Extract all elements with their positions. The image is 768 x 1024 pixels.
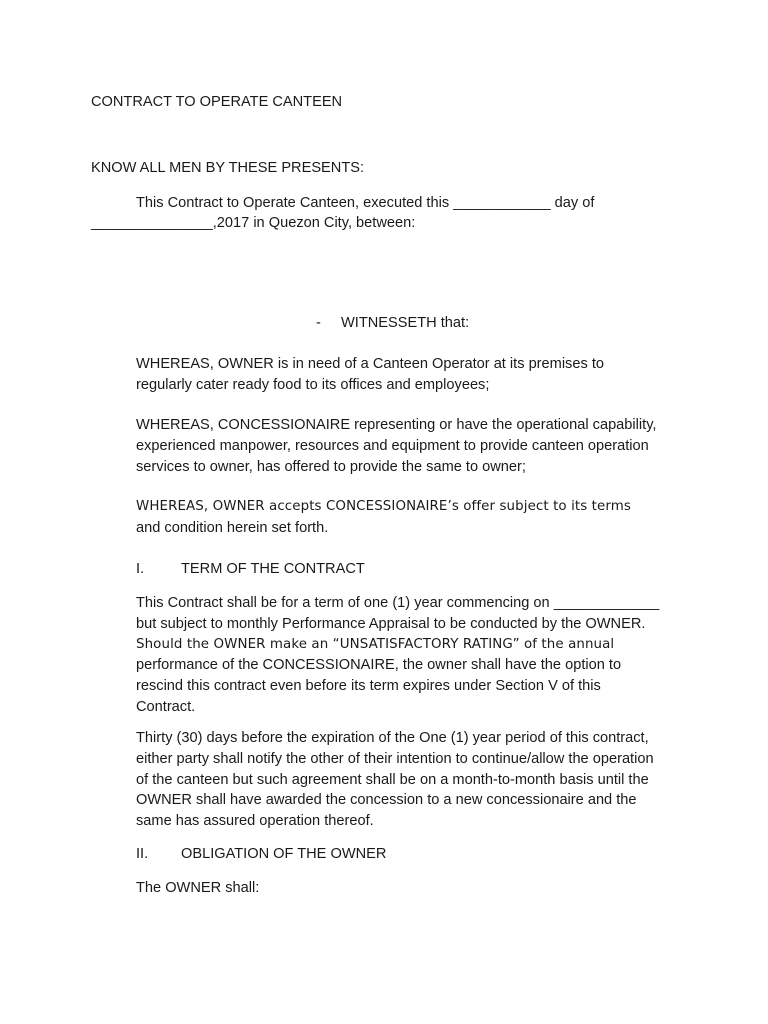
text-line: either party shall notify the other of their intention to continue/allow the operation — [136, 750, 654, 767]
text-line: but subject to monthly Performance Appraisal to be conducted by the OWNER. — [136, 615, 646, 632]
text-line: services to owner, has offered to provide the same to owner; — [136, 458, 526, 475]
witnesseth-heading: WITNESSETH that: — [341, 315, 470, 331]
whereas-paragraph-2 — [136, 415, 696, 477]
text-line: rescind this contract even before its term expires under Section V of this — [136, 678, 601, 695]
text-line: WHEREAS, OWNER accepts CONCESSIONAIRE’s offer subject to its terms — [136, 499, 631, 514]
preamble: KNOW ALL MEN BY THESE PRESENTS: — [91, 160, 365, 176]
text-line: performance of the CONCESSIONAIRE, the owner shall have the option to — [136, 657, 622, 674]
witnesseth-dash: - — [316, 315, 321, 331]
section-1-heading: TERM OF THE CONTRACT — [181, 561, 365, 577]
section-1-number: I. — [136, 561, 145, 577]
text-line: WHEREAS, CONCESSIONAIRE representing or have the operational capability, — [136, 417, 657, 433]
text-line: experienced manpower, resources and equipment to provide canteen operation — [136, 437, 649, 454]
text-line: of the canteen but such agreement shall be on a month-to-month basis until the — [136, 771, 649, 788]
section-2-heading: OBLIGATION OF THE OWNER — [181, 846, 387, 862]
text-line: Contract. — [136, 698, 196, 715]
text-line: WHEREAS, OWNER is in need of a Canteen Operator at its premises to — [136, 356, 604, 372]
whereas-paragraph-3 — [136, 497, 696, 539]
section-1-paragraph-1 — [136, 593, 696, 718]
document-title: CONTRACT TO OPERATE CANTEEN — [91, 94, 343, 110]
section-1-paragraph-2 — [136, 728, 696, 832]
text-line: and condition herein set forth. — [136, 519, 329, 536]
whereas-paragraph-1 — [136, 354, 696, 396]
text-line: regularly cater ready food to its offices and employees; — [136, 376, 490, 393]
text-line: Thirty (30) days before the expiration of the One (1) year period of this contract, — [136, 730, 649, 746]
intro-line-2: _______________,2017 in Quezon City, between: — [91, 215, 416, 231]
text-line: Should the OWNER make an “UNSATISFACTORY RATING” of the annual — [136, 636, 615, 652]
section-2-lead: The OWNER shall: — [136, 880, 260, 896]
text-line: same has assured operation thereof. — [136, 813, 374, 830]
intro-line-1: This Contract to Operate Canteen, executed this ____________ day of — [136, 195, 595, 211]
text-line: This Contract shall be for a term of one (1) year commencing on _____________ — [136, 595, 660, 611]
text-line: OWNER shall have awarded the concession to a new concessionaire and the — [136, 792, 637, 809]
section-2-number: II. — [136, 846, 149, 862]
